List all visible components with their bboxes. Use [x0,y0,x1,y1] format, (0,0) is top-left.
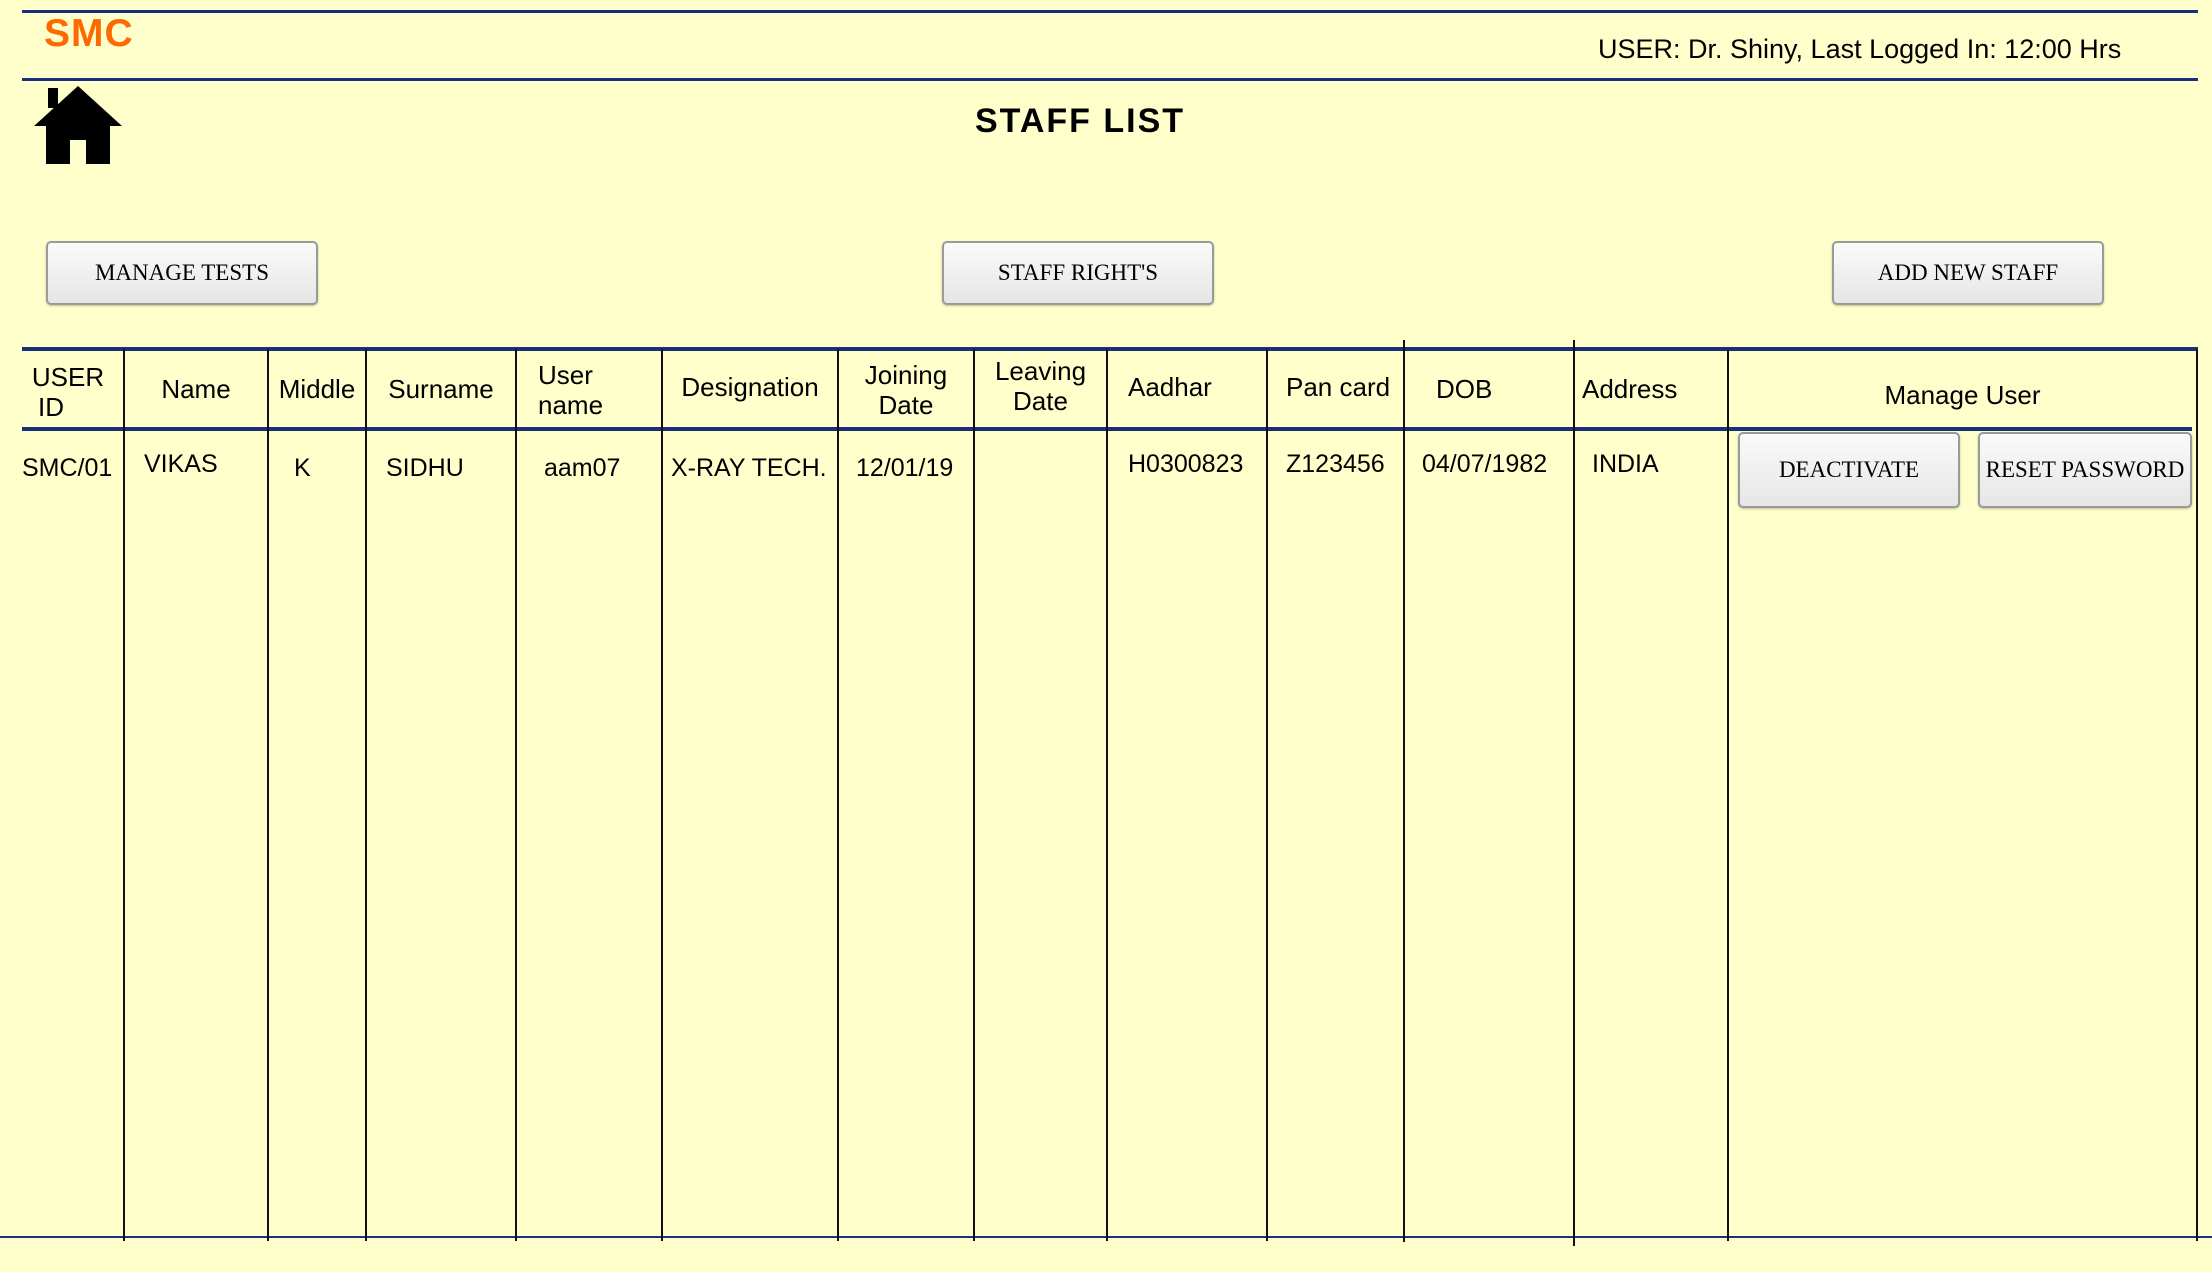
header-dob: DOB [1436,374,1493,404]
header-joining-line2: Date [878,390,934,420]
reset-password-button[interactable]: RESET PASSWORD [1978,432,2192,508]
header-leaving-line2: Date [1013,386,1068,416]
col-divider [515,349,517,1241]
user-info: USER: Dr. Shiny, Last Logged In: 12:00 Hrs [1598,34,2122,64]
col-divider [1573,340,1575,1246]
cell-joining-date: 12/01/19 [856,454,954,482]
header-username-line2: name [538,390,604,420]
header-address: Address [1582,374,1678,404]
col-divider [1106,349,1108,1241]
col-divider [2196,349,2198,1241]
home-icon[interactable] [32,82,124,166]
col-divider [1403,340,1405,1242]
cell-address: INDIA [1592,450,1659,478]
header-name: Name [161,374,231,404]
manage-tests-button[interactable]: MANAGE TESTS [46,241,318,305]
header-user-id-line1: USER [31,362,105,392]
page-title: STAFF LIST [974,102,1186,140]
col-divider [1727,349,1729,1241]
staff-rights-button[interactable]: STAFF RIGHT'S [942,241,1214,305]
col-divider [267,349,269,1241]
header-middle: Middle [278,374,356,404]
cell-surname: SIDHU [386,454,464,482]
header-leaving-date [975,356,1106,416]
header-pancard: Pan card [1286,372,1391,402]
col-divider [123,349,125,1241]
col-divider [1266,349,1268,1241]
cell-aadhar: H0300823 [1128,450,1244,478]
header-joining-line1: Joining [864,360,948,390]
table-top-rule [22,347,2198,351]
col-divider [661,349,663,1241]
col-divider [837,349,839,1241]
cell-middle: K [294,454,311,482]
cell-pancard: Z123456 [1286,450,1385,478]
header-designation: Designation [681,372,819,402]
header-user-id [22,362,114,422]
add-new-staff-button[interactable]: ADD NEW STAFF [1832,241,2104,305]
header-leaving-line1: Leaving [994,356,1087,386]
col-divider [365,349,367,1241]
header-joining-date [839,360,973,420]
cell-name: VIKAS [144,450,218,478]
header-rule [22,78,2198,81]
col-divider [973,349,975,1241]
header-username-line1: User [538,360,593,390]
app-logo: SMC [44,12,134,55]
header-manage-user: Manage User [1884,380,2041,410]
cell-username: aam07 [544,454,621,482]
cell-dob: 04/07/1982 [1422,450,1548,478]
cell-designation: X-RAY TECH. [671,454,827,482]
header-aadhar: Aadhar [1128,372,1212,402]
header-surname: Surname [388,374,494,404]
header-username [538,360,603,420]
cell-user-id: SMC/01 [22,454,113,482]
top-rule [22,10,2198,13]
header-user-id-line2: ID [38,392,64,422]
deactivate-button[interactable]: DEACTIVATE [1738,432,1960,508]
